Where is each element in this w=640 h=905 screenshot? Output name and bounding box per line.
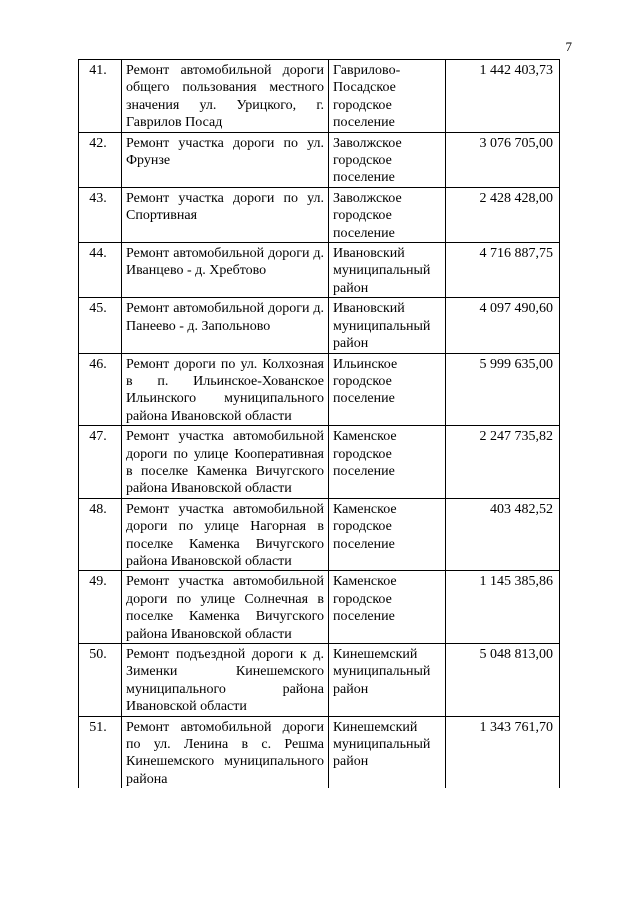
amount: 1 442 403,73 [446, 60, 560, 133]
municipality: Кинешемский муниципальный район [329, 644, 446, 717]
amount: 1 145 385,86 [446, 571, 560, 644]
table-row [79, 243, 560, 298]
table-row [79, 298, 560, 353]
amount: 403 482,52 [446, 498, 560, 571]
project-name: Ремонт участка дороги по ул. Спортивная [122, 187, 329, 242]
table-row [79, 571, 560, 644]
project-name: Ремонт участка дороги по ул. Фрунзе [122, 132, 329, 187]
amount: 2 247 735,82 [446, 426, 560, 499]
amount: 1 343 761,70 [446, 716, 560, 788]
project-name: Ремонт подъездной дороги к д. Зименки Кинешемского муниципального района Ивановской области [122, 644, 329, 717]
project-name: Ремонт автомобильной дороги д. Иванцево - д. Хребтово [122, 243, 329, 298]
row-number: 44. [79, 243, 122, 298]
row-number: 49. [79, 571, 122, 644]
table-row [79, 132, 560, 187]
row-number: 50. [79, 644, 122, 717]
row-number: 45. [79, 298, 122, 353]
row-number: 43. [79, 187, 122, 242]
municipality: Кинешемский муниципальный район [329, 716, 446, 788]
row-number: 41. [79, 60, 122, 133]
amount: 5 048 813,00 [446, 644, 560, 717]
table-row [79, 644, 560, 717]
municipality: Заволжское городское поселение [329, 132, 446, 187]
table-row [79, 60, 560, 133]
project-name: Ремонт дороги по ул. Колхозная в п. Ильинское-Хованское Ильинского муниципального района Ивановской области [122, 353, 329, 426]
table-row [79, 498, 560, 571]
project-name: Ремонт участка автомобильной дороги по улице Солнечная в поселке Каменка Вичугского района Ивановской области [122, 571, 329, 644]
municipality: Заволжское городское поселение [329, 187, 446, 242]
municipality: Гаврилово-Посадское городское поселение [329, 60, 446, 133]
amount: 3 076 705,00 [446, 132, 560, 187]
row-number: 48. [79, 498, 122, 571]
row-number: 46. [79, 353, 122, 426]
table-row [79, 187, 560, 242]
amount: 4 097 490,60 [446, 298, 560, 353]
municipality: Каменское городское поселение [329, 571, 446, 644]
municipality: Каменское городское поселение [329, 498, 446, 571]
table-row [79, 426, 560, 499]
table-row [79, 353, 560, 426]
project-name: Ремонт участка автомобильной дороги по улице Нагорная в поселке Каменка Вичугского района Ивановской области [122, 498, 329, 571]
municipality: Ивановский муниципальный район [329, 243, 446, 298]
page-number: 7 [565, 39, 572, 54]
row-number: 47. [79, 426, 122, 499]
municipality: Каменское городское поселение [329, 426, 446, 499]
amount: 2 428 428,00 [446, 187, 560, 242]
project-name: Ремонт автомобильной дороги д. Панеево - д. Запольново [122, 298, 329, 353]
project-name: Ремонт участка автомобильной дороги по улице Кооперативная в поселке Каменка Вичугского района Ивановской области [122, 426, 329, 499]
project-name: Ремонт автомобильной дороги общего пользования местного значения ул. Урицкого, г. Гаврилов Посад [122, 60, 329, 133]
row-number: 42. [79, 132, 122, 187]
row-number: 51. [79, 716, 122, 788]
amount: 4 716 887,75 [446, 243, 560, 298]
municipality: Ивановский муниципальный район [329, 298, 446, 353]
municipality: Ильинское городское поселение [329, 353, 446, 426]
project-name: Ремонт автомобильной дороги по ул. Ленина в с. Решма Кинешемского муниципального района [122, 716, 329, 788]
table-row [79, 716, 560, 788]
amount: 5 999 635,00 [446, 353, 560, 426]
road-repair-table [78, 59, 560, 788]
